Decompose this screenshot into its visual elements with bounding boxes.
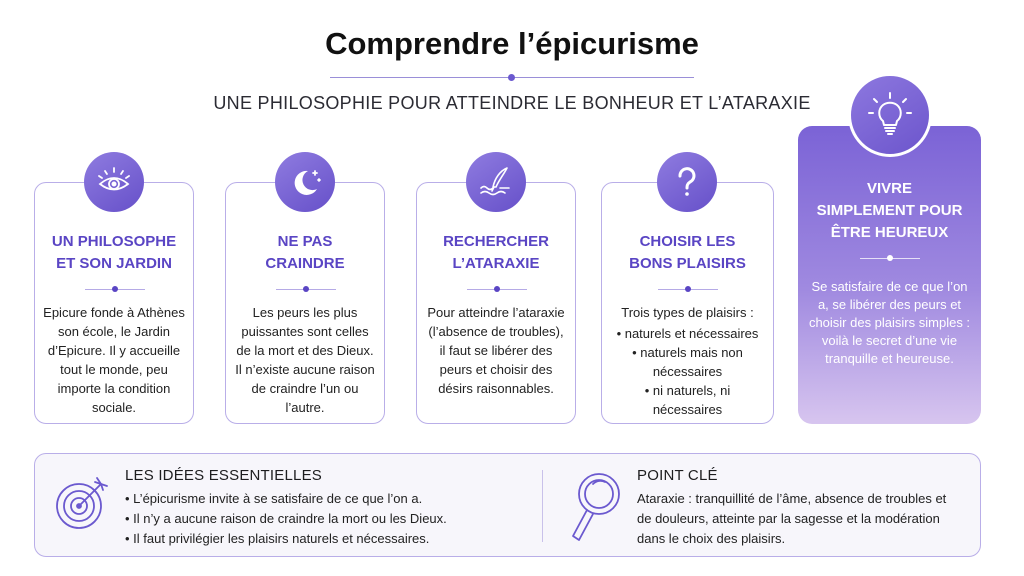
card-philosophe (34, 182, 194, 424)
card-title (602, 231, 773, 275)
highlight-title (798, 178, 981, 244)
list-item: • Il faut privilégier les plaisirs naturels et nécessaires. (125, 531, 430, 546)
list-item: • L’épicurisme invite à se satisfaire de ce que l’on a. (125, 491, 423, 506)
moon-stars-icon (275, 152, 335, 212)
card-title-line: BONS PLAISIRS (629, 255, 746, 272)
card-title (226, 231, 384, 275)
card-body (610, 303, 765, 419)
key-point-heading: POINT CLÉ (637, 467, 718, 484)
card-title-line: CRAINDRE (265, 255, 345, 272)
highlight-card (798, 126, 981, 424)
card-ataraxie (416, 182, 576, 424)
card-title-line: UN PHILOSOPHE (51, 233, 177, 250)
essential-ideas-list (125, 489, 447, 549)
list-item: • naturels et nécessaires (616, 326, 759, 341)
list-item: • ni naturels, ni nécessaires (644, 383, 731, 417)
question-mark-icon (657, 152, 717, 212)
list-item: • Il n’y a aucune raison de craindre la mort ou les Dieux. (125, 511, 447, 526)
card-divider-dot (112, 286, 118, 292)
card-title (35, 231, 193, 275)
card-body: Pour atteindre l’ataraxie (l’absence de troubles), il faut se libérer des peurs et choisir des désirs raisonnables. (427, 305, 565, 396)
card-title-line: CHOISIR LES (639, 233, 736, 250)
card-divider-dot (494, 286, 500, 292)
card-body: Les peurs les plus puissantes sont celles de la mort et des Dieux. Il n’existe aucune raison de craindre l’un ou l’autre. (235, 305, 375, 415)
plaisirs-list (610, 324, 765, 419)
eye-icon (84, 152, 144, 212)
card-title-line: NE PAS (277, 233, 333, 250)
panel-separator (542, 470, 543, 542)
card-craindre (225, 182, 385, 424)
highlight-body: Se satisfaire de ce que l’on a, se libérer des peurs et choisir des plaisirs simples : voilà le secret d’une vie tranquille et heureuse. (808, 279, 971, 366)
quill-writing-icon (466, 152, 526, 212)
card-title-line: RECHERCHER (443, 233, 549, 250)
target-arrow-icon (51, 472, 113, 534)
key-point-text: Ataraxie : tranquillité de l’âme, absence de troubles et de douleurs, atteinte par la sagesse et la modération dans le choix des plaisirs. (637, 491, 947, 546)
summary-panel (34, 453, 981, 557)
highlight-divider-dot (887, 255, 893, 261)
card-divider-dot (685, 286, 691, 292)
magnifier-icon (563, 468, 633, 548)
highlight-title-line: ÊTRE HEUREUX (830, 224, 949, 241)
lightbulb-icon (848, 73, 932, 157)
page-subtitle: UNE PHILOSOPHIE POUR ATTEINDRE LE BONHEUR ET L’ATARAXIE (213, 93, 811, 113)
highlight-title-line: SIMPLEMENT POUR (816, 202, 963, 219)
title-divider-dot (508, 74, 515, 81)
card-plaisirs (601, 182, 774, 424)
card-body: Epicure fonde à Athènes son école, le Jardin d’Epicure. Il y accueille tout le monde, peu importe la condition sociale. (43, 305, 185, 415)
card-title (417, 231, 575, 275)
card-divider-dot (303, 286, 309, 292)
essential-ideas-heading: LES IDÉES ESSENTIELLES (125, 467, 322, 484)
list-item: • naturels mais non nécessaires (632, 345, 743, 379)
plaisirs-intro: Trois types de plaisirs : (621, 305, 754, 320)
page-title: Comprendre l’épicurisme (325, 26, 699, 61)
highlight-title-line: VIVRE (866, 180, 912, 197)
card-title-line: ET SON JARDIN (56, 255, 172, 272)
card-title-line: L’ATARAXIE (452, 255, 540, 272)
